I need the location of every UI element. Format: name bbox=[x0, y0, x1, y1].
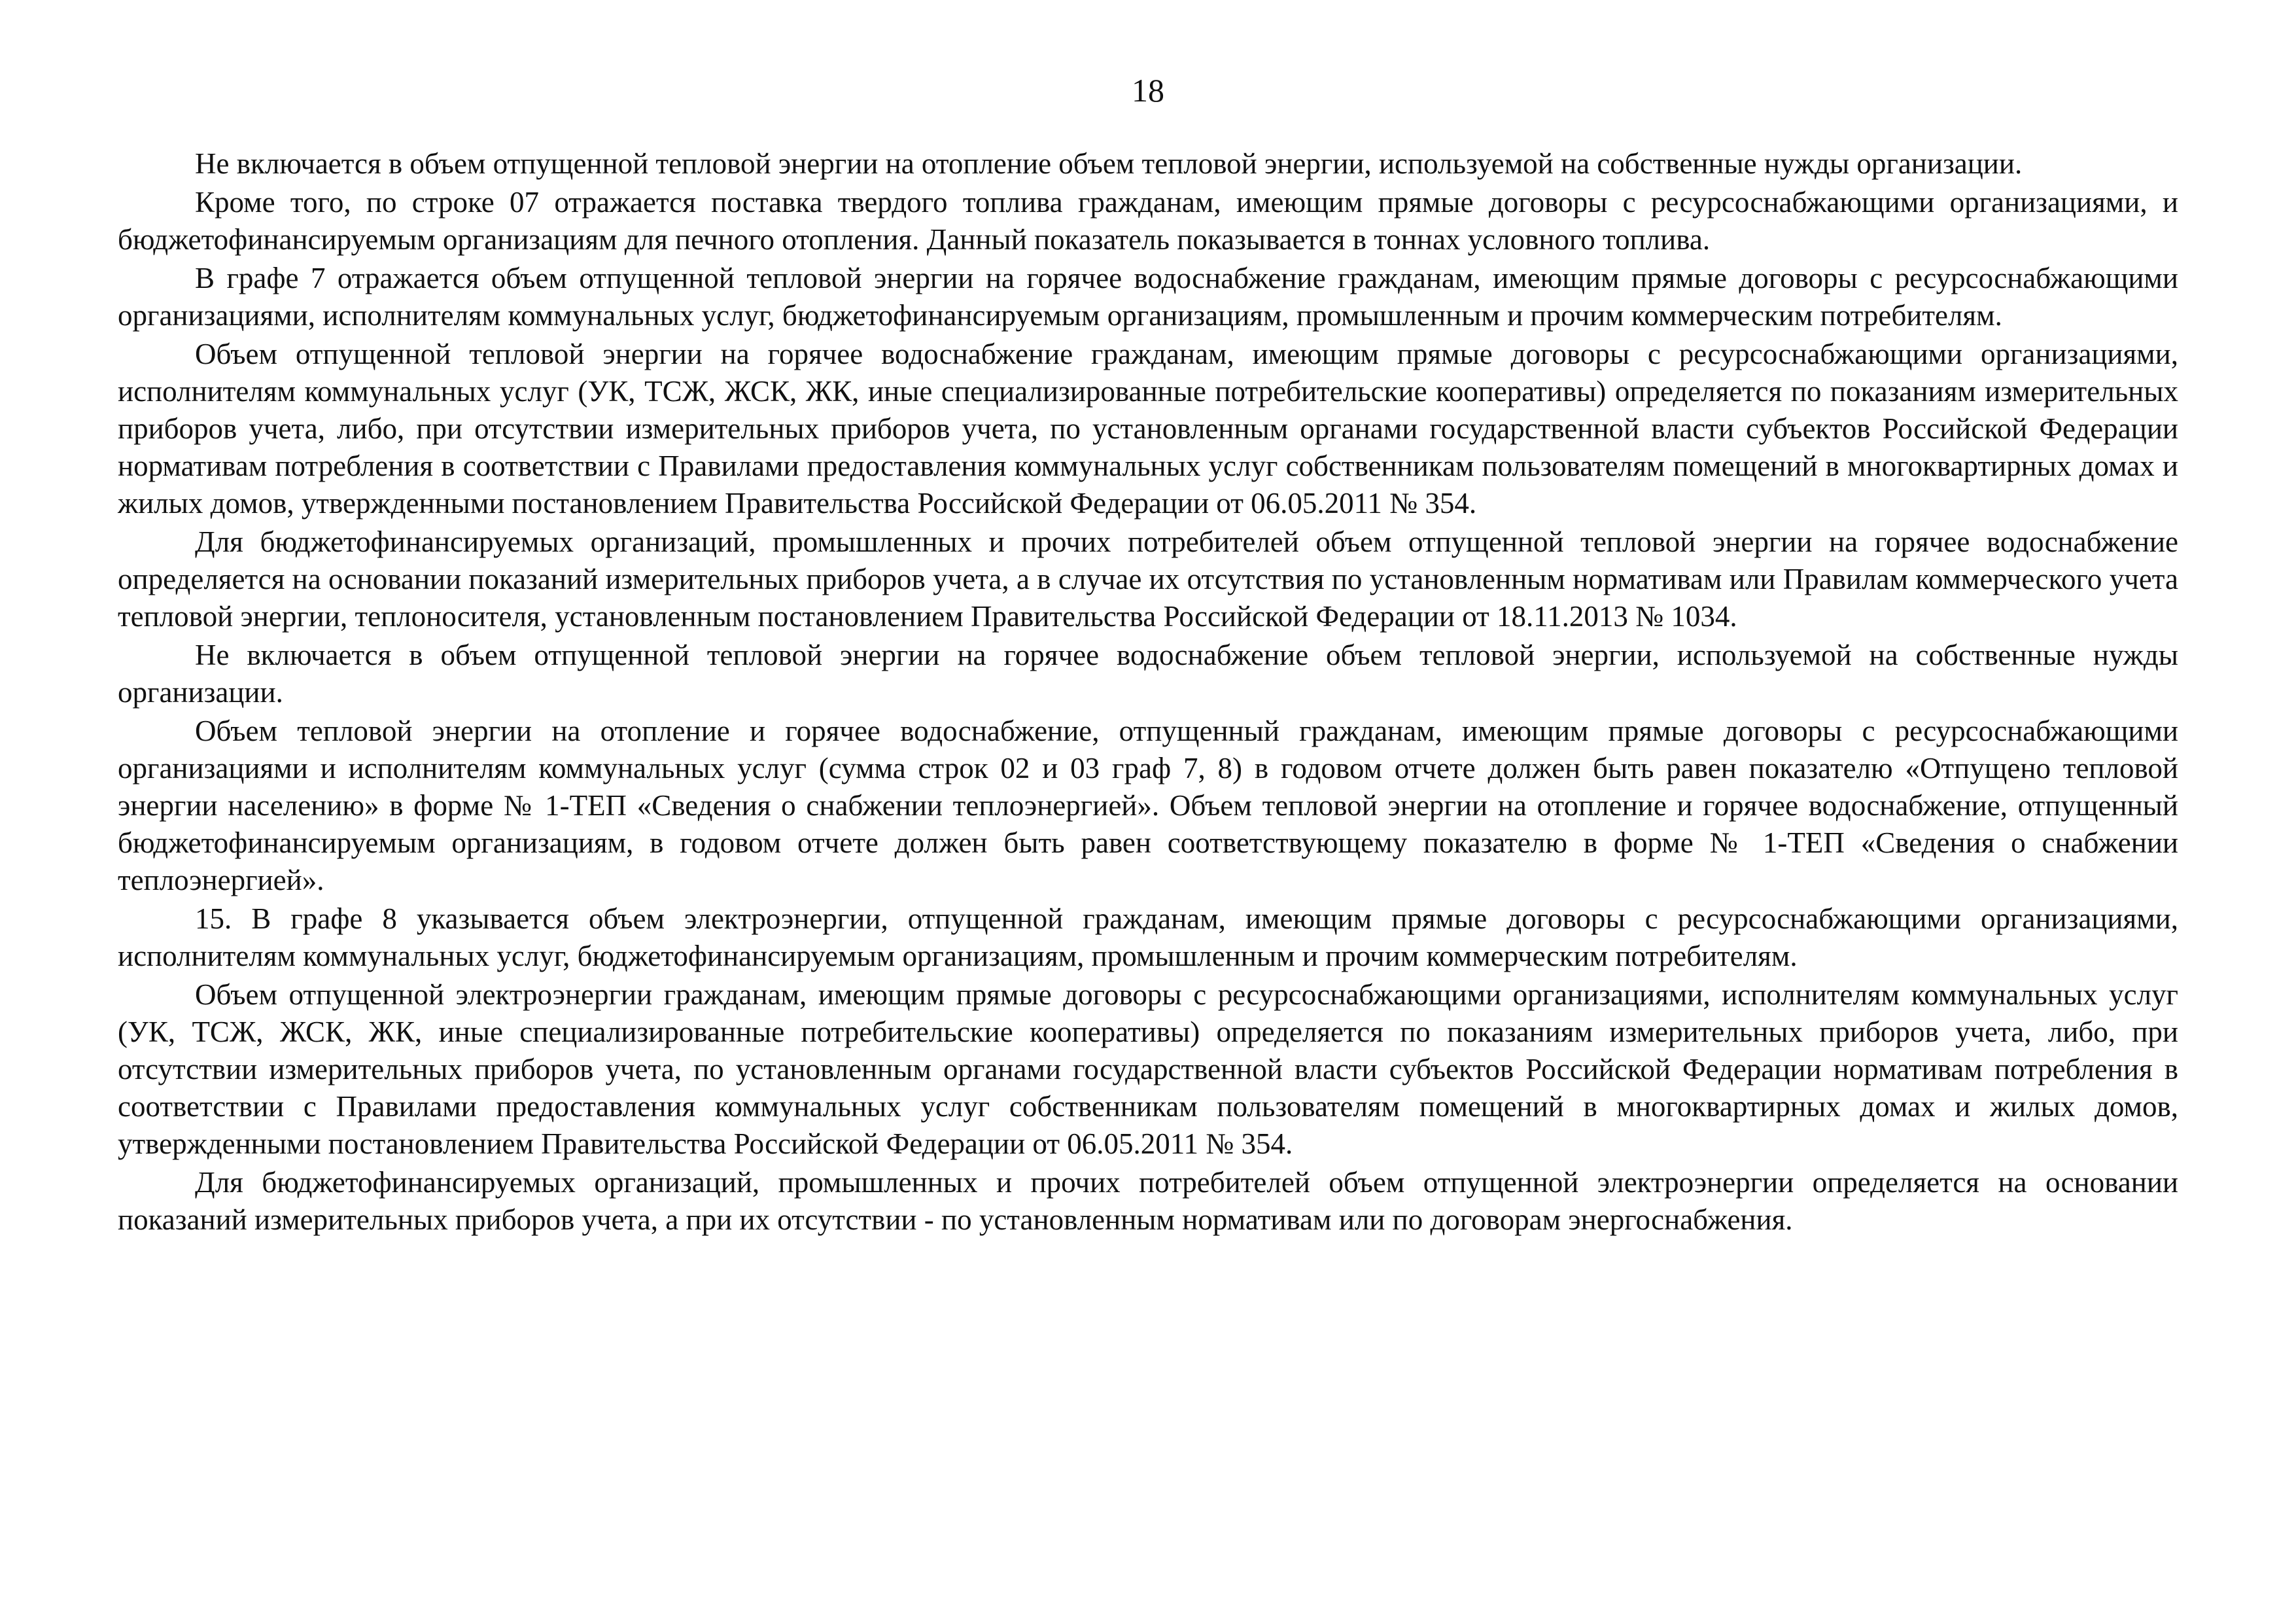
paragraph-10: Для бюджетофинансируемых организаций, промышленных и прочих потребителей объем отпущенной электроэнергии определяется на основании показаний измерительных приборов учета, а при их отсутствии - по установленным нормативам или по договорам энергоснабжения. bbox=[118, 1166, 2178, 1236]
paragraph-7: Объем тепловой энергии на отопление и горячее водоснабжение, отпущенный гражданам, имеющим прямые договоры с ресурсоснабжающими организациями и исполнителям коммунальных услуг (сумма строк 02 и 03 граф 7, 8) в годовом отчете должен быть равен показателю «Отпущено тепловой энергии населению» в форме № 1-ТЕП «Сведения о снабжении теплоэнергией». Объем тепловой энергии на отопление и горячее водоснабжение, отпущенный бюджетофинансируемым организациям, в годовом отчете должен быть равен соответствующему показателю в форме № 1-ТЕП «Сведения о снабжении теплоэнергией». bbox=[118, 715, 2178, 896]
paragraph-1: Не включается в объем отпущенной тепловой энергии на отопление объем тепловой энергии, используемой на собственные нужды организации. bbox=[195, 147, 2023, 180]
document-body bbox=[118, 145, 2178, 1240]
page-number: 18 bbox=[1132, 72, 1164, 109]
paragraph-8: 15. В графе 8 указывается объем электроэнергии, отпущенной гражданам, имеющим прямые договоры с ресурсоснабжающими организациями, исполнителям коммунальных услуг, бюджетофинансируемым организациям, промышленным и прочим коммерческим потребителям. bbox=[118, 902, 2178, 972]
paragraph-4: Объем отпущенной тепловой энергии на горячее водоснабжение гражданам, имеющим прямые договоры с ресурсоснабжающими организациями, исполнителям коммунальных услуг (УК, ТСЖ, ЖСК, ЖК, иные специализированные потребительские кооперативы) определяется по показаниям измерительных приборов учета, либо, при отсутствии измерительных приборов учета, по установленным органами государственной власти субъектов Российской Федерации нормативам потребления в соответствии с Правилами предоставления коммунальных услуг собственникам пользователям помещений в многоквартирных домах и жилых домов, утвержденными постановлением Правительства Российской Федерации от 06.05.2011 № 354. bbox=[118, 338, 2178, 520]
paragraph-9: Объем отпущенной электроэнергии гражданам, имеющим прямые договоры с ресурсоснабжающими организациями, исполнителям коммунальных услуг (УК, ТСЖ, ЖСК, ЖК, иные специализированные потребительские кооперативы) определяется по показаниям измерительных приборов учета, либо, при отсутствии измерительных приборов учета, по установленным органами государственной власти субъектов Российской Федерации нормативам потребления в соответствии с Правилами предоставления коммунальных услуг собственникам пользователям помещений в многоквартирных домах и жилых домов, утвержденными постановлением Правительства Российской Федерации от 06.05.2011 № 354. bbox=[118, 978, 2178, 1160]
paragraph-2: Кроме того, по строке 07 отражается поставка твердого топлива гражданам, имеющим прямые договоры с ресурсоснабжающими организациями, и бюджетофинансируемым организациям для печного отопления. Данный показатель показывается в тоннах условного топлива. bbox=[118, 186, 2178, 256]
paragraph-6: Не включается в объем отпущенной тепловой энергии на горячее водоснабжение объем тепловой энергии, используемой на собственные нужды организации. bbox=[118, 639, 2178, 709]
paragraph-3: В графе 7 отражается объем отпущенной тепловой энергии на горячее водоснабжение гражданам, имеющим прямые договоры с ресурсоснабжающими организациями, исполнителям коммунальных услуг, бюджетофинансируемым организациям, промышленным и прочим коммерческим потребителям. bbox=[118, 262, 2178, 332]
paragraph-5: Для бюджетофинансируемых организаций, промышленных и прочих потребителей объем отпущенной тепловой энергии на горячее водоснабжение определяется на основании показаний измерительных приборов учета, а в случае их отсутствия по установленным нормативам или Правилам коммерческого учета тепловой энергии, теплоносителя, установленным постановлением Правительства Российской Федерации от 18.11.2013 № 1034. bbox=[118, 525, 2178, 633]
